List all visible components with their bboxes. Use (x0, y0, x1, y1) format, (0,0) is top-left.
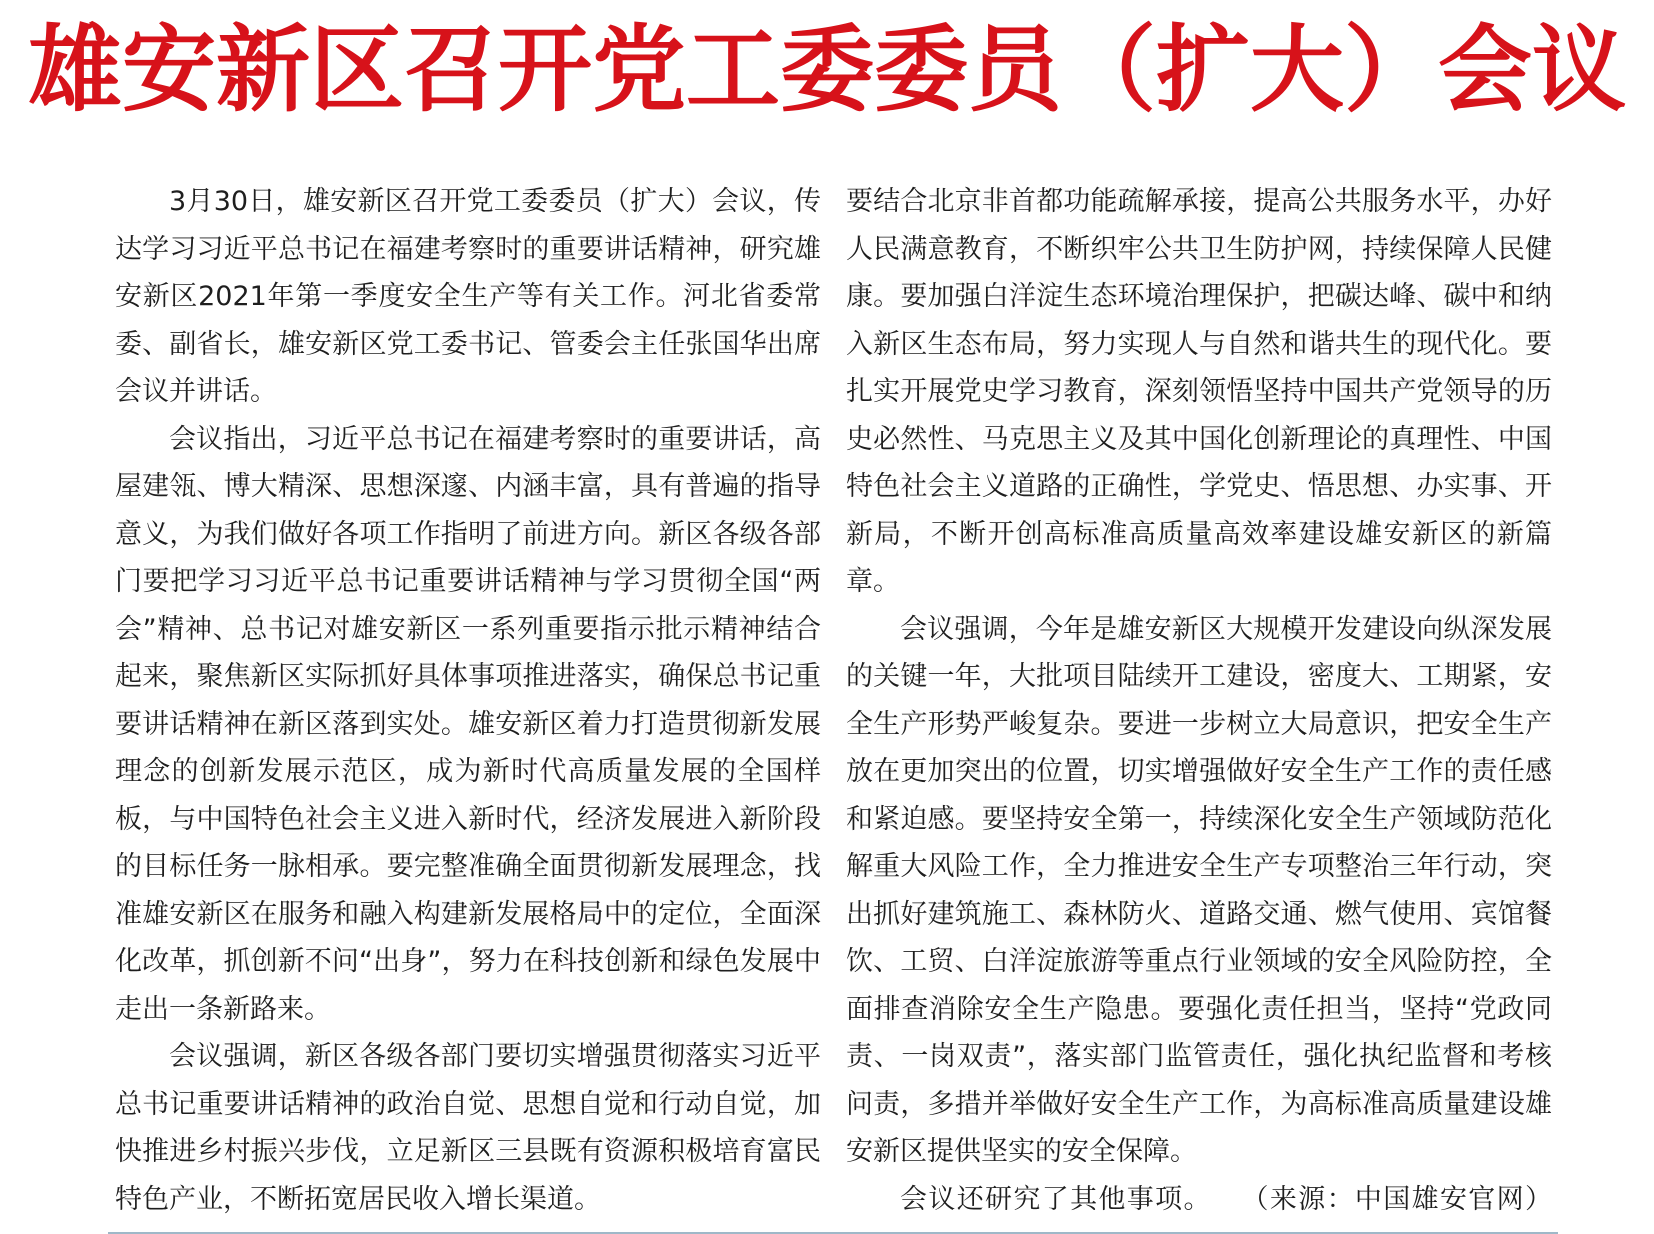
article-right-column (846, 178, 1552, 1223)
article-left-column (115, 178, 821, 1223)
article-paragraph: 会议强调，新区各级各部门要切实增强贯彻落实习近平总书记重要讲话精神的政治自觉、思想自觉和行动自觉，加快推进乡村振兴步伐，立足新区三县既有资源积极培育富民特色产业，不断拓宽居民收入增长渠道。 (115, 1041, 821, 1215)
article-paragraph: 会议指出，习近平总书记在福建考察时的重要讲话，高屋建瓴、博大精深、思想深邃、内涵丰富，具有普遍的指导意义，为我们做好各项工作指明了前进方向。新区各级各部门要把学习习近平总书记重要讲话精神与学习贯彻全国“两会”精神、总书记对雄安新区一系列重要指示批示精神结合起来，聚焦新区实际抓好具体事项推进落实，确保总书记重要讲话精神在新区落到实处。雄安新区着力打造贯彻新发展理念的创新发展示范区，成为新时代高质量发展的全国样板，与中国特色社会主义进入新时代，经济发展进入新阶段的目标任务一脉相承。要完整准确全面贯彻新发展理念，找准雄安新区在服务和融入构建新发展格局中的定位，全面深化改革，抓创新不问“出身”，努力在科技创新和绿色发展中走出一条新路来。 (115, 423, 821, 1025)
article-headline: 雄安新区召开党工委委员（扩大）会议 (27, 15, 1626, 125)
article-closing-line: 会议还研究了其他事项。 （来源：中国雄安官网） (900, 1183, 1552, 1215)
article-paragraph: 会议强调，今年是雄安新区大规模开发建设向纵深发展的关键一年，大批项目陆续开工建设，密度大、工期紧，安全生产形势严峻复杂。要进一步树立大局意识，把安全生产放在更加突出的位置，切实增强做好安全生产工作的责任感和紧迫感。要坚持安全第一，持续深化安全生产领域防范化解重大风险工作，全力推进安全生产专项整治三年行动，突出抓好建筑施工、森林防火、道路交通、燃气使用、宾馆餐饮、工贸、白洋淀旅游等重点行业领域的安全风险防控，全面排查消除安全生产隐患。要强化责任担当，坚持“党政同责、一岗双责”，落实部门监管责任，强化执纪监督和考核问责，多措并举做好安全生产工作，为高标准高质量建设雄安新区提供坚实的安全保障。 (846, 613, 1552, 1167)
article-paragraph: 3月30日，雄安新区召开党工委委员（扩大）会议，传达学习习近平总书记在福建考察时的重要讲话精神，研究雄安新区2021年第一季度安全生产等有关工作。河北省委常委、副省长，雄安新区党工委书记、管委会主任张国华出席会议并讲话。 (115, 186, 821, 407)
article-paragraph-continuation: 要结合北京非首都功能疏解承接，提高公共服务水平，办好人民满意教育，不断织牢公共卫生防护网，持续保障人民健康。要加强白洋淀生态环境治理保护，把碳达峰、碳中和纳入新区生态布局，努力实现人与自然和谐共生的现代化。要扎实开展党史学习教育，深刻领悟坚持中国共产党领导的历史必然性、马克思主义及其中国化创新理论的真理性、中国特色社会主义道路的正确性，学党史、悟思想、办实事、开新局，不断开创高标准高质量高效率建设雄安新区的新篇章。 (846, 186, 1552, 597)
